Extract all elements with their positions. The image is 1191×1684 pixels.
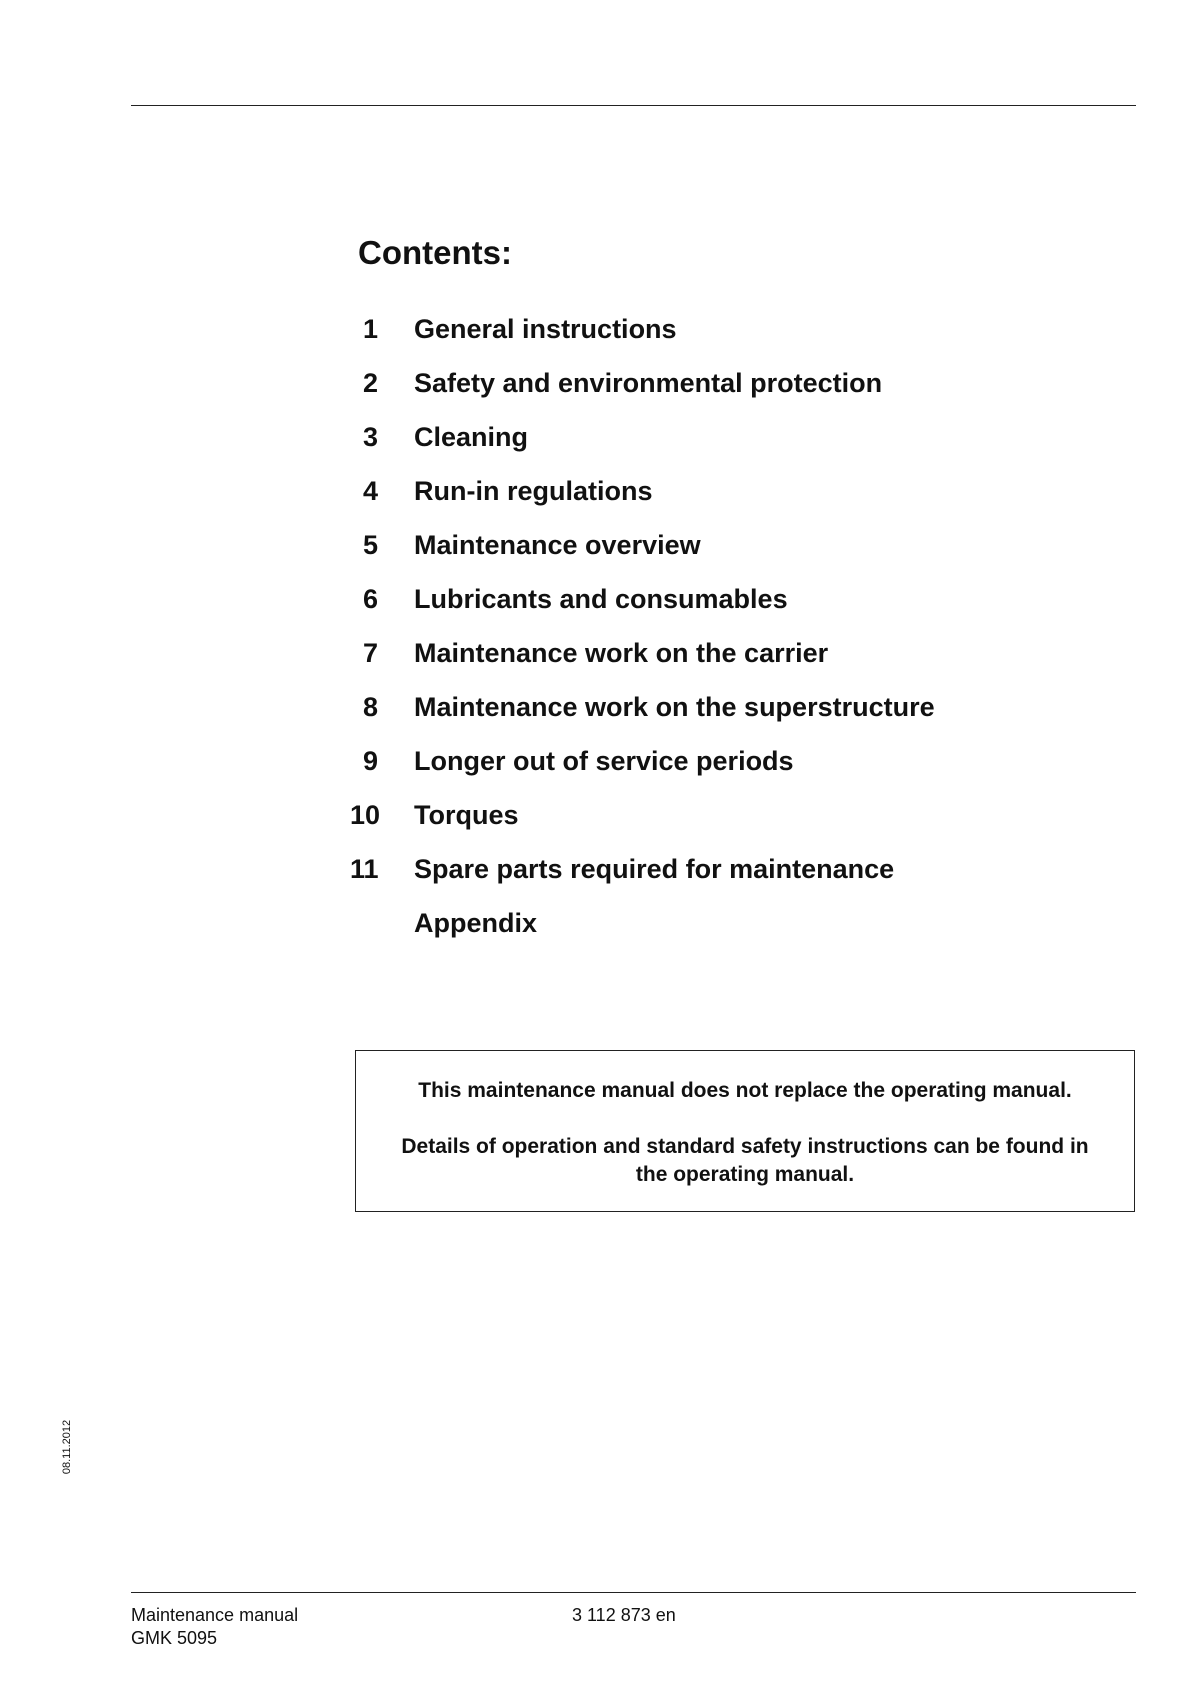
toc-label: Appendix xyxy=(414,908,538,938)
toc-label: Longer out of service periods xyxy=(414,746,794,776)
toc-number: 11 xyxy=(350,854,379,884)
footer-rule xyxy=(131,1592,1136,1593)
toc-number: 2 xyxy=(362,368,378,398)
footer-model: GMK 5095 xyxy=(131,1628,218,1648)
toc-number: 3 xyxy=(362,422,378,452)
toc-label: Torques xyxy=(414,800,519,830)
notice-line-2: Details of operation and standard safety instructions can be found in the operating manual. xyxy=(401,1135,1089,1186)
footer-left xyxy=(131,1604,298,1650)
toc-number: 7 xyxy=(362,638,378,668)
toc-label: General instructions xyxy=(414,314,677,344)
footer-doc-number: 3 112 873 en xyxy=(572,1605,676,1625)
toc-number: 4 xyxy=(362,476,378,506)
footer-manual-type: Maintenance manual xyxy=(131,1605,299,1625)
notice-line-1: This maintenance manual does not replace the operating manual. xyxy=(418,1079,1072,1102)
toc-label: Maintenance work on the carrier xyxy=(414,638,829,668)
toc-label: Safety and environmental protection xyxy=(414,368,883,398)
toc-number: 10 xyxy=(350,800,381,830)
toc-label: Run-in regulations xyxy=(414,476,653,506)
toc-label: Maintenance work on the superstructure xyxy=(414,692,935,722)
toc-label: Lubricants and consumables xyxy=(414,584,788,614)
toc-number: 8 xyxy=(362,692,378,722)
header-rule xyxy=(131,105,1136,106)
toc-number: 9 xyxy=(362,746,378,776)
toc-label: Spare parts required for maintenance xyxy=(414,854,895,884)
notice-box xyxy=(355,1050,1135,1212)
toc-label: Maintenance overview xyxy=(414,530,701,560)
page-title: Contents: xyxy=(358,234,512,271)
toc-label: Cleaning xyxy=(414,422,529,452)
toc-number: 5 xyxy=(362,530,378,560)
toc-number: 6 xyxy=(362,584,378,614)
toc-number: 1 xyxy=(362,314,378,344)
side-date: 08.11.2012 xyxy=(61,1419,73,1475)
